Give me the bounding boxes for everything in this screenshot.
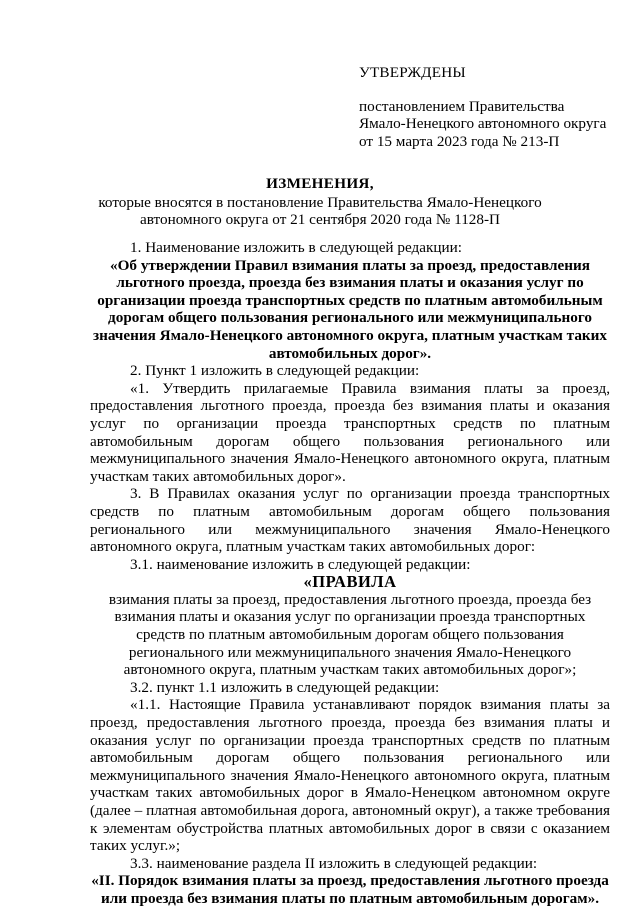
approval-line-3: от 15 марта 2023 года № 213-П — [359, 132, 560, 150]
item-2-quote: «1. Утвердить прилагаемые Правила взимания платы за проезд, предоставления льготного проезда, проезда без взимания платы и оказания услуг по организации проезда транспортных средств по платным автомобильным дорогам общего пользования регионального или межмуниципального значения Ямало-Ненецкого автономного округа, платным участкам таких автомобильных дорог». — [90, 379, 610, 485]
document-body — [90, 239, 610, 908]
item-1: 1. Наименование изложить в следующей редакции: — [130, 239, 462, 256]
section-heading-line-1: «II. Порядок взимания платы за проезд, предоставления льготного проезда — [91, 872, 609, 890]
item-3-2: 3.2. пункт 1.1 изложить в следующей редакции: — [130, 678, 440, 696]
item-3-1: 3.1. наименование изложить в следующей редакции: — [130, 555, 471, 573]
item-3: 3. В Правилах оказания услуг по организации проезда транспортных средств по платным автомобильным дорогам общего пользования регионального или межмуниципального значения Ямало-Ненецкого автономного округа, платным участкам таких автомобильных дорог: — [90, 485, 610, 556]
rules-heading: «ПРАВИЛА — [303, 572, 397, 592]
document-title — [90, 175, 550, 229]
rules-line-2: взимания платы и оказания услуг по организации проезда транспортных — [114, 608, 586, 626]
item-3-3: 3.3. наименование раздела II изложить в следующей редакции: — [130, 854, 538, 872]
title-heading: ИЗМЕНЕНИЯ, — [266, 175, 374, 192]
approval-word: УТВЕРЖДЕНЫ — [359, 64, 466, 81]
approval-line-1: постановлением Правительства — [359, 97, 565, 115]
approval-stamp — [359, 64, 619, 150]
item-2: 2. Пункт 1 изложить в следующей редакции: — [130, 362, 420, 380]
rules-line-1: взимания платы за проезд, предоставления льготного проезда, проезда без — [108, 590, 592, 608]
rules-line-4: регионального или межмуниципального значения Ямало-Ненецкого — [128, 643, 572, 661]
rules-line-3: средств по платным автомобильным дорогам общего пользования — [136, 626, 564, 644]
item-1-quote: «Об утверждении Правил взимания платы за проезд, предоставления льготного проезда, проезда без взимания платы и оказания услуг по организации проезда транспортных средств по платным автомобильным дорогам общего пользования регионального или межмуниципального значения Ямало-Ненецкого автономного округа, платным участкам таких автомобильных дорог». — [92, 256, 608, 362]
item-3-2-quote: «1.1. Настоящие Правила устанавливают порядок взимания платы за проезд, предоставления льготного проезда, проезда без взимания платы и оказания услуг по организации проезда транспортных средств по платным автомобильным дорогам общего пользования регионального или межмуниципального значения Ямало-Ненецкого автономного округа, платным участкам таких автомобильных дорог в Ямало-Ненецком автономном округе (далее – платная автомобильная дорога, автономный округ), а также требования к элементам обустройства платных автомобильных дорог в связи с оказанием таких услуг.»; — [90, 696, 610, 855]
title-line-1: которые вносятся в постановление Правительства Ямало-Ненецкого — [98, 193, 542, 211]
approval-line-2: Ямало-Ненецкого автономного округа — [359, 115, 607, 133]
rules-line-5: автономного округа, платным участкам таких автомобильных дорог»; — [123, 661, 577, 679]
title-line-2: автономного округа от 21 сентября 2020 года № 1128-П — [140, 211, 500, 229]
section-heading-line-2: или проезда без взимания платы по платным автомобильным дорогам». — [100, 889, 599, 907]
